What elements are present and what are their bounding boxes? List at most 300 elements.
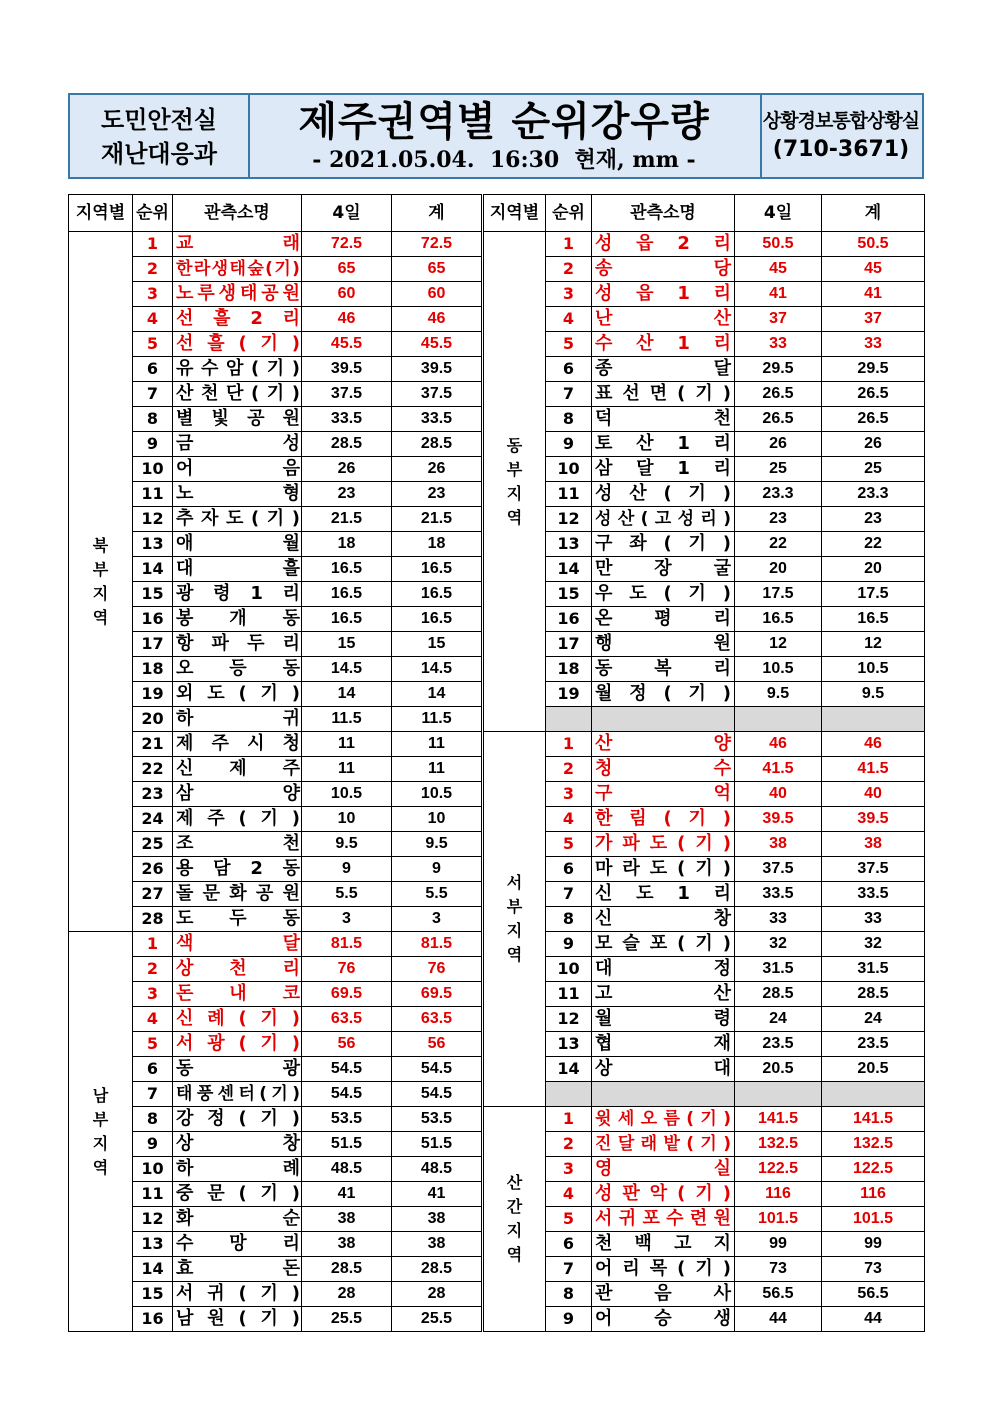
station-name: 우 도 ( 기 ) [595, 583, 731, 604]
total-rainfall-cell: 39.5 [392, 357, 483, 382]
station-name-cell [173, 657, 302, 682]
day-rainfall-cell: 56.5 [735, 1282, 822, 1307]
total-rainfall-cell: 37 [822, 307, 925, 332]
empty-cell [592, 707, 735, 732]
station-name-cell [592, 907, 735, 932]
total-rainfall-cell: 23 [392, 482, 483, 507]
total-rainfall-cell: 46 [392, 307, 483, 332]
rank-cell: 14 [133, 1257, 173, 1282]
day-rainfall-cell: 46 [302, 307, 392, 332]
station-name: 고 산 [595, 983, 731, 1004]
rank-cell: 7 [546, 382, 592, 407]
total-rainfall-cell: 45.5 [392, 332, 483, 357]
rank-cell: 11 [133, 482, 173, 507]
rank-cell: 19 [546, 682, 592, 707]
department-name: 도민안전실 [101, 106, 217, 134]
total-rainfall-cell: 132.5 [822, 1132, 925, 1157]
total-rainfall-cell: 44 [822, 1307, 925, 1332]
col-header-rank: 순위 [133, 195, 173, 232]
station-name-cell [592, 232, 735, 257]
day-rainfall-cell: 38 [735, 832, 822, 857]
col-header-region: 지역별 [69, 195, 133, 232]
day-rainfall-cell: 10.5 [735, 657, 822, 682]
day-rainfall-cell: 32 [735, 932, 822, 957]
total-rainfall-cell: 9 [392, 857, 483, 882]
station-name-cell [592, 532, 735, 557]
rank-cell: 10 [133, 1157, 173, 1182]
station-name-cell [592, 1257, 735, 1282]
rank-cell: 7 [546, 1257, 592, 1282]
rank-cell: 22 [133, 757, 173, 782]
rank-cell: 21 [133, 732, 173, 757]
station-name-cell [173, 407, 302, 432]
day-rainfall-cell: 10.5 [302, 782, 392, 807]
rank-cell: 19 [133, 682, 173, 707]
col-header-total-right: 계 [822, 195, 925, 232]
day-rainfall-cell: 29.5 [735, 357, 822, 382]
rank-cell [546, 1082, 592, 1107]
station-name-cell [592, 657, 735, 682]
day-rainfall-cell: 11 [302, 757, 392, 782]
day-rainfall-cell: 38 [302, 1207, 392, 1232]
day-rainfall-cell: 23 [302, 482, 392, 507]
total-rainfall-cell: 73 [822, 1257, 925, 1282]
total-rainfall-cell: 21.5 [392, 507, 483, 532]
day-rainfall-cell: 23 [735, 507, 822, 532]
total-rainfall-cell: 40 [822, 782, 925, 807]
station-name-cell [592, 407, 735, 432]
total-rainfall-cell: 41 [392, 1182, 483, 1207]
station-name-cell [592, 1032, 735, 1057]
station-name-cell [173, 507, 302, 532]
total-rainfall-cell: 10.5 [822, 657, 925, 682]
rank-cell: 2 [546, 257, 592, 282]
total-rainfall-cell: 28.5 [392, 1257, 483, 1282]
total-rainfall-cell: 39.5 [822, 807, 925, 832]
total-rainfall-cell: 16.5 [392, 607, 483, 632]
rank-cell: 8 [546, 907, 592, 932]
rank-cell: 14 [546, 1057, 592, 1082]
rank-cell: 8 [133, 407, 173, 432]
station-name-cell [173, 1082, 302, 1107]
rank-cell: 6 [133, 1057, 173, 1082]
station-name-cell [592, 1232, 735, 1257]
station-name-cell [173, 232, 302, 257]
day-rainfall-cell: 9.5 [735, 682, 822, 707]
station-name-cell [592, 1182, 735, 1207]
total-rainfall-cell: 33.5 [822, 882, 925, 907]
table-header-row [69, 195, 925, 232]
station-name-cell [173, 482, 302, 507]
station-name: 봉 개 동 [176, 608, 300, 629]
station-name-cell [592, 1107, 735, 1132]
station-name-cell [173, 457, 302, 482]
rank-cell: 11 [546, 982, 592, 1007]
table-row [69, 232, 925, 257]
day-rainfall-cell: 51.5 [302, 1132, 392, 1157]
empty-cell [592, 1082, 735, 1107]
region-label: 산 간 지 역 [483, 1107, 546, 1332]
total-rainfall-cell: 63.5 [392, 1007, 483, 1032]
station-name-cell [592, 1282, 735, 1307]
total-rainfall-cell: 22 [822, 532, 925, 557]
station-name-cell [173, 1182, 302, 1207]
total-rainfall-cell: 122.5 [822, 1157, 925, 1182]
station-name-cell [173, 382, 302, 407]
station-name: 진 달 래 밭 ( 기 ) [595, 1134, 731, 1154]
total-rainfall-cell: 9.5 [392, 832, 483, 857]
rank-cell: 5 [546, 832, 592, 857]
total-rainfall-cell: 25.5 [392, 1307, 483, 1332]
total-rainfall-cell: 9.5 [822, 682, 925, 707]
rank-cell: 8 [546, 407, 592, 432]
station-name-cell [592, 1307, 735, 1332]
station-name-cell [592, 307, 735, 332]
day-rainfall-cell: 16.5 [302, 582, 392, 607]
total-rainfall-cell: 14 [392, 682, 483, 707]
day-rainfall-cell: 9 [302, 857, 392, 882]
total-rainfall-cell: 24 [822, 1007, 925, 1032]
station-name-cell [592, 682, 735, 707]
station-name: 추 자 도 ( 기 ) [176, 508, 300, 529]
rank-cell: 13 [546, 1032, 592, 1057]
station-name-cell [173, 907, 302, 932]
total-rainfall-cell: 69.5 [392, 982, 483, 1007]
day-rainfall-cell: 25 [735, 457, 822, 482]
station-name-cell [592, 457, 735, 482]
total-rainfall-cell: 99 [822, 1232, 925, 1257]
station-name: 모 슬 포 ( 기 ) [595, 933, 731, 954]
day-rainfall-cell: 28 [302, 1282, 392, 1307]
station-name: 신 창 [595, 908, 731, 929]
day-rainfall-cell: 60 [302, 282, 392, 307]
rank-cell: 4 [546, 1182, 592, 1207]
station-name-cell [592, 957, 735, 982]
station-name-cell [173, 1007, 302, 1032]
station-name-cell [173, 1282, 302, 1307]
report-header [68, 93, 924, 179]
station-name-cell [173, 807, 302, 832]
rank-cell: 9 [546, 432, 592, 457]
station-name: 서 귀 포 수 련 원 [595, 1208, 731, 1229]
station-name-cell [173, 1207, 302, 1232]
rank-cell: 4 [546, 807, 592, 832]
day-rainfall-cell: 23.3 [735, 482, 822, 507]
col-header-rank-right: 순위 [546, 195, 592, 232]
total-rainfall-cell: 11 [392, 732, 483, 757]
total-rainfall-cell: 38 [392, 1207, 483, 1232]
day-rainfall-cell: 26 [735, 432, 822, 457]
station-name-cell [173, 707, 302, 732]
station-name-cell [173, 1232, 302, 1257]
total-rainfall-cell: 10.5 [392, 782, 483, 807]
station-name: 교 래 [176, 233, 300, 254]
total-rainfall-cell: 41 [822, 282, 925, 307]
rank-cell: 4 [133, 1007, 173, 1032]
rank-cell: 7 [133, 1082, 173, 1107]
day-rainfall-cell: 25.5 [302, 1307, 392, 1332]
rank-cell: 28 [133, 907, 173, 932]
station-name: 돌 문 화 공 원 [176, 883, 300, 904]
total-rainfall-cell [822, 707, 925, 732]
station-name: 동 복 리 [595, 658, 731, 679]
station-name: 한 라 생 태 숲 ( 기 ) [176, 259, 300, 279]
total-rainfall-cell: 11.5 [392, 707, 483, 732]
rank-cell: 16 [133, 1307, 173, 1332]
total-rainfall-cell: 37.5 [392, 382, 483, 407]
total-rainfall-cell: 10 [392, 807, 483, 832]
col-header-day: 4일 [302, 195, 392, 232]
station-name: 신 도 1 리 [595, 883, 731, 904]
rank-cell: 16 [546, 607, 592, 632]
station-name-cell [592, 582, 735, 607]
rank-cell: 12 [546, 1007, 592, 1032]
col-header-station: 관측소명 [173, 195, 302, 232]
total-rainfall-cell: 5.5 [392, 882, 483, 907]
station-name-cell [592, 357, 735, 382]
day-rainfall-cell: 20 [735, 557, 822, 582]
day-rainfall-cell: 23.5 [735, 1032, 822, 1057]
day-rainfall-cell: 14.5 [302, 657, 392, 682]
rank-cell: 14 [133, 557, 173, 582]
rank-cell: 9 [546, 1307, 592, 1332]
total-rainfall-cell [822, 1082, 925, 1107]
station-name-cell [173, 732, 302, 757]
total-rainfall-cell: 141.5 [822, 1107, 925, 1132]
rank-cell: 1 [546, 232, 592, 257]
station-name: 어 승 생 [595, 1308, 731, 1329]
station-name-cell [173, 1032, 302, 1057]
total-rainfall-cell: 23.5 [822, 1032, 925, 1057]
station-name: 성 판 악 ( 기 ) [595, 1183, 731, 1204]
day-rainfall-cell: 3 [302, 907, 392, 932]
day-rainfall-cell: 5.5 [302, 882, 392, 907]
total-rainfall-cell: 37.5 [822, 857, 925, 882]
station-name-cell [592, 557, 735, 582]
day-rainfall-cell: 76 [302, 957, 392, 982]
rank-cell: 10 [546, 457, 592, 482]
station-name-cell [592, 1007, 735, 1032]
rank-cell: 17 [133, 632, 173, 657]
total-rainfall-cell: 48.5 [392, 1157, 483, 1182]
rank-cell: 7 [546, 882, 592, 907]
station-name: 애 월 [176, 533, 300, 554]
total-rainfall-cell: 15 [392, 632, 483, 657]
station-name-cell [173, 582, 302, 607]
station-name: 조 천 [176, 833, 300, 854]
station-name: 토 산 1 리 [595, 433, 731, 454]
day-rainfall-cell: 44 [735, 1307, 822, 1332]
total-rainfall-cell: 33.5 [392, 407, 483, 432]
station-name-cell [173, 357, 302, 382]
total-rainfall-cell: 33 [822, 907, 925, 932]
day-rainfall-cell: 53.5 [302, 1107, 392, 1132]
station-name: 성 읍 1 리 [595, 283, 731, 304]
total-rainfall-cell: 20 [822, 557, 925, 582]
day-rainfall-cell: 28.5 [302, 1257, 392, 1282]
station-name-cell [173, 1057, 302, 1082]
day-rainfall-cell: 54.5 [302, 1057, 392, 1082]
station-name: 선 흘 ( 기 ) [176, 333, 300, 354]
total-rainfall-cell: 17.5 [822, 582, 925, 607]
rank-cell: 11 [546, 482, 592, 507]
rank-cell: 13 [546, 532, 592, 557]
station-name: 상 창 [176, 1133, 300, 1154]
day-rainfall-cell: 38 [302, 1232, 392, 1257]
station-name: 돈 내 코 [176, 983, 300, 1004]
day-rainfall-cell: 45 [735, 257, 822, 282]
station-name: 화 순 [176, 1208, 300, 1229]
region-label: 남 부 지 역 [69, 932, 133, 1332]
station-name: 덕 천 [595, 408, 731, 429]
day-rainfall-cell [735, 1082, 822, 1107]
day-rainfall-cell: 54.5 [302, 1082, 392, 1107]
rank-cell: 3 [546, 282, 592, 307]
station-name: 가 파 도 ( 기 ) [595, 833, 731, 854]
station-name: 구 억 [595, 783, 731, 804]
day-rainfall-cell: 41.5 [735, 757, 822, 782]
total-rainfall-cell: 28 [392, 1282, 483, 1307]
rank-cell: 7 [133, 382, 173, 407]
table-row [69, 732, 925, 757]
station-name: 온 평 리 [595, 608, 731, 629]
day-rainfall-cell: 39.5 [735, 807, 822, 832]
station-name-cell [173, 432, 302, 457]
station-name: 하 례 [176, 1158, 300, 1179]
day-rainfall-cell: 18 [302, 532, 392, 557]
station-name-cell [592, 1207, 735, 1232]
total-rainfall-cell: 46 [822, 732, 925, 757]
station-name: 성 산 ( 기 ) [595, 483, 731, 504]
day-rainfall-cell: 28.5 [302, 432, 392, 457]
total-rainfall-cell: 23.3 [822, 482, 925, 507]
rank-cell: 9 [546, 932, 592, 957]
day-rainfall-cell: 50.5 [735, 232, 822, 257]
col-header-station-right: 관측소명 [592, 195, 735, 232]
rank-cell: 17 [546, 632, 592, 657]
station-name: 하 귀 [176, 708, 300, 729]
table-row [69, 1107, 925, 1132]
day-rainfall-cell: 26.5 [735, 382, 822, 407]
station-name: 금 성 [176, 433, 300, 454]
station-name: 어 음 [176, 458, 300, 479]
station-name: 산 천 단 ( 기 ) [176, 383, 300, 404]
rank-cell: 4 [133, 307, 173, 332]
total-rainfall-cell: 53.5 [392, 1107, 483, 1132]
station-name-cell [592, 882, 735, 907]
rank-cell: 23 [133, 782, 173, 807]
rank-cell: 15 [133, 582, 173, 607]
day-rainfall-cell: 37.5 [302, 382, 392, 407]
rank-cell: 12 [546, 507, 592, 532]
day-rainfall-cell: 141.5 [735, 1107, 822, 1132]
station-name-cell [592, 482, 735, 507]
station-name-cell [173, 1157, 302, 1182]
rank-cell: 4 [546, 307, 592, 332]
rank-cell: 5 [133, 332, 173, 357]
station-name: 성 산 ( 고 성 리 ) [595, 509, 731, 529]
day-rainfall-cell: 37 [735, 307, 822, 332]
rank-cell: 15 [546, 582, 592, 607]
total-rainfall-cell: 18 [392, 532, 483, 557]
day-rainfall-cell: 20.5 [735, 1057, 822, 1082]
station-name: 행 원 [595, 633, 731, 654]
station-name-cell [173, 1107, 302, 1132]
day-rainfall-cell: 81.5 [302, 932, 392, 957]
day-rainfall-cell: 17.5 [735, 582, 822, 607]
rank-cell: 14 [546, 557, 592, 582]
day-rainfall-cell: 41 [302, 1182, 392, 1207]
total-rainfall-cell: 32 [822, 932, 925, 957]
total-rainfall-cell: 65 [392, 257, 483, 282]
rank-cell: 5 [546, 1207, 592, 1232]
station-name-cell [173, 632, 302, 657]
station-name: 노 루 생 태 공 원 [176, 283, 300, 304]
total-rainfall-cell: 33 [822, 332, 925, 357]
station-name-cell [173, 782, 302, 807]
station-name-cell [592, 382, 735, 407]
region-label: 북 부 지 역 [69, 232, 133, 932]
station-name-cell [173, 532, 302, 557]
station-name: 색 달 [176, 933, 300, 954]
rank-cell: 8 [133, 1107, 173, 1132]
division-name: 재난대응과 [101, 140, 217, 168]
day-rainfall-cell: 46 [735, 732, 822, 757]
station-name: 어 리 목 ( 기 ) [595, 1258, 731, 1279]
station-name: 표 선 면 ( 기 ) [595, 383, 731, 404]
day-rainfall-cell: 122.5 [735, 1157, 822, 1182]
total-rainfall-cell: 16.5 [822, 607, 925, 632]
station-name-cell [173, 607, 302, 632]
rank-cell: 2 [546, 757, 592, 782]
day-rainfall-cell: 72.5 [302, 232, 392, 257]
total-rainfall-cell: 81.5 [392, 932, 483, 957]
station-name: 구 좌 ( 기 ) [595, 533, 731, 554]
rank-cell: 5 [133, 1032, 173, 1057]
day-rainfall-cell: 26 [302, 457, 392, 482]
day-rainfall-cell: 56 [302, 1032, 392, 1057]
station-name: 신 제 주 [176, 758, 300, 779]
day-rainfall-cell: 33 [735, 332, 822, 357]
station-name: 윗 세 오 름 ( 기 ) [595, 1109, 731, 1129]
day-rainfall-cell: 16.5 [735, 607, 822, 632]
day-rainfall-cell: 26.5 [735, 407, 822, 432]
col-header-day-right: 4일 [735, 195, 822, 232]
total-rainfall-cell: 3 [392, 907, 483, 932]
station-name-cell [592, 1057, 735, 1082]
day-rainfall-cell: 10 [302, 807, 392, 832]
region-label: 동 부 지 역 [483, 232, 546, 732]
station-name-cell [592, 607, 735, 632]
rank-cell: 12 [133, 1207, 173, 1232]
day-rainfall-cell: 48.5 [302, 1157, 392, 1182]
day-rainfall-cell: 16.5 [302, 557, 392, 582]
station-name: 영 실 [595, 1158, 731, 1179]
station-name: 서 귀 ( 기 ) [176, 1283, 300, 1304]
rank-cell: 20 [133, 707, 173, 732]
station-name-cell [173, 257, 302, 282]
station-name-cell [592, 1157, 735, 1182]
rank-cell: 25 [133, 832, 173, 857]
station-name: 태 풍 센 터 ( 기 ) [176, 1084, 300, 1104]
station-name-cell [173, 832, 302, 857]
total-rainfall-cell: 41.5 [822, 757, 925, 782]
total-rainfall-cell: 26 [822, 432, 925, 457]
total-rainfall-cell: 38 [392, 1232, 483, 1257]
rank-cell: 10 [133, 457, 173, 482]
station-name-cell [592, 257, 735, 282]
station-name: 서 광 ( 기 ) [176, 1033, 300, 1054]
